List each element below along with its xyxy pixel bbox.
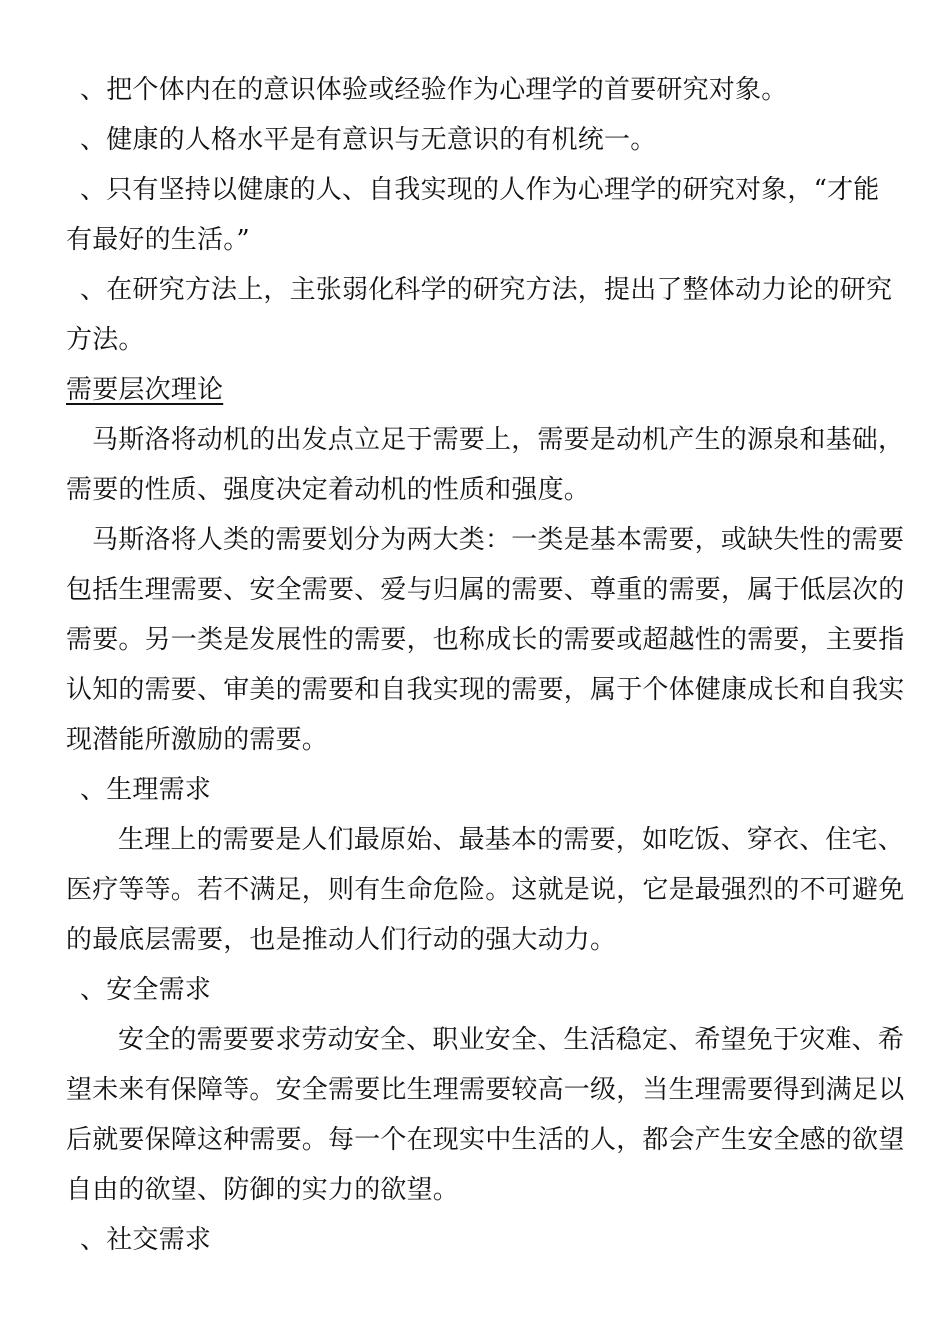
list-item-1: 、把个体内在的意识体验或经验作为心理学的首要研究对象。 (80, 75, 788, 105)
list-item-3-line-1: 、只有坚持以健康的人、自我实现的人作为心理学的研究对象，“才能 (80, 175, 880, 205)
paragraph-2-line-3: 需要。另一类是发展性的需要，也称成长的需要或超越性的需要，主要指 (66, 625, 905, 655)
paragraph-2-line-2: 包括生理需要、安全需要、爱与归属的需要、尊重的需要，属于低层次的 (66, 575, 905, 605)
physiological-line-3: 的最底层需要，也是推动人们行动的强大动力。 (66, 925, 617, 955)
paragraph-2-line-5: 现潜能所激励的需要。 (66, 725, 329, 755)
safety-line-3: 后就要保障这种需要。每一个在现实中生活的人，都会产生安全感的欲望 (66, 1125, 905, 1155)
safety-line-2: 望未来有保障等。安全需要比生理需要较高一级，当生理需要得到满足以 (66, 1075, 905, 1105)
physiological-line-1: 生理上的需要是人们最原始、最基本的需要，如吃饭、穿衣、住宅、 (118, 825, 905, 855)
subheading-social: 、社交需求 (80, 1225, 212, 1255)
safety-line-4: 自由的欲望、防御的实力的欲望。 (66, 1175, 460, 1205)
paragraph-2-line-1: 马斯洛将人类的需要划分为两大类：一类是基本需要，或缺失性的需要 (92, 525, 905, 555)
list-item-4-line-1: 、在研究方法上，主张弱化科学的研究方法，提出了整体动力论的研究 (80, 275, 893, 305)
subheading-safety: 、安全需求 (80, 975, 212, 1005)
paragraph-1-line-2: 需要的性质、强度决定着动机的性质和强度。 (66, 475, 591, 505)
list-item-4-line-2: 方法。 (66, 325, 145, 355)
paragraph-1-line-1: 马斯洛将动机的出发点立足于需要上，需要是动机产生的源泉和基础， (92, 425, 905, 455)
paragraph-2-line-4: 认知的需要、审美的需要和自我实现的需要，属于个体健康成长和自我实 (66, 675, 905, 705)
safety-line-1: 安全的需要要求劳动安全、职业安全、生活稳定、希望免于灾难、希 (118, 1025, 905, 1055)
list-item-2: 、健康的人格水平是有意识与无意识的有机统一。 (80, 125, 657, 155)
physiological-line-2: 医疗等等。若不满足，则有生命危险。这就是说，它是最强烈的不可避免 (66, 875, 905, 905)
list-item-3-line-2: 有最好的生活。” (66, 225, 250, 255)
section-heading: 需要层次理论 (66, 375, 224, 405)
subheading-physiological: 、生理需求 (80, 775, 212, 805)
